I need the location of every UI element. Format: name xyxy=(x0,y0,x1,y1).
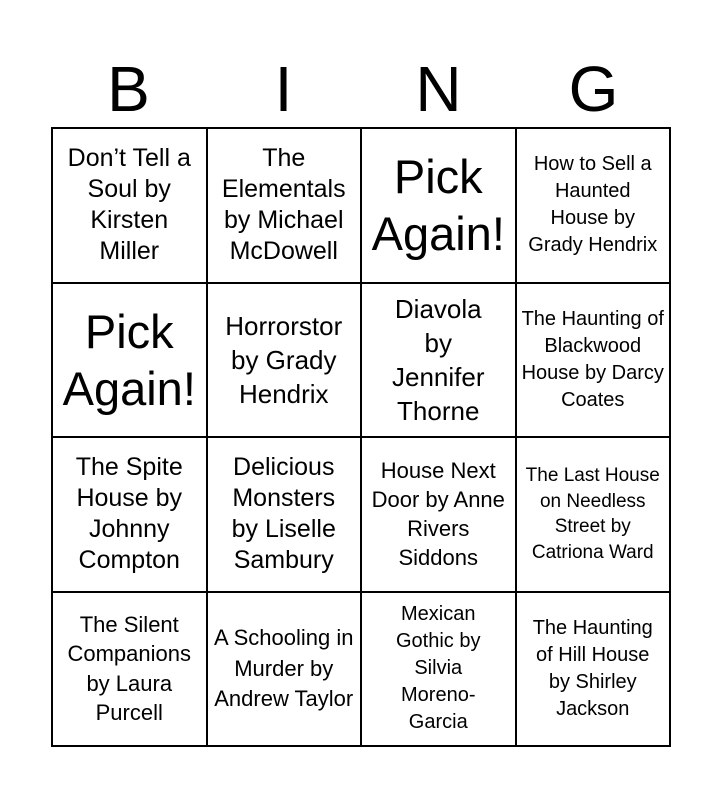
bingo-cell-r1c1[interactable] xyxy=(53,129,208,284)
cell-text: Delicious Monsters by Liselle Sambury xyxy=(231,453,336,575)
cell-text: House Next Door by Anne Rivers Siddons xyxy=(371,458,505,571)
bingo-cell-r2c2[interactable] xyxy=(208,284,363,439)
cell-text: A Schooling in Murder by Andrew Taylor xyxy=(214,625,354,711)
bingo-cell-r3c2[interactable] xyxy=(208,438,363,593)
bingo-cell-r2c3[interactable] xyxy=(362,284,517,439)
bingo-cell-r4c4[interactable] xyxy=(517,593,672,748)
cell-text: Don’t Tell a Soul by Kirsten Miller xyxy=(67,144,191,266)
header-letter-i: I xyxy=(274,53,293,125)
bingo-card-grid xyxy=(51,127,671,747)
cell-text: The Elementals by Michael McDowell xyxy=(221,144,346,266)
bingo-cell-r1c4[interactable] xyxy=(517,129,672,284)
cell-text: Pick Again! xyxy=(62,304,196,415)
bingo-header xyxy=(51,50,671,128)
bingo-cell-r4c2[interactable] xyxy=(208,593,363,748)
bingo-cell-r1c3[interactable] xyxy=(362,129,517,284)
cell-text: The Haunting of Blackwood House by Darcy Coates xyxy=(521,307,664,411)
cell-text: The Haunting of Hill House by Shirley Jackson xyxy=(532,616,653,720)
header-letter-n: N xyxy=(415,53,462,125)
cell-text: The Last House on Needless Street by Catriona Ward xyxy=(525,465,660,563)
bingo-cell-r1c2[interactable] xyxy=(208,129,363,284)
header-letter-g: G xyxy=(568,53,619,125)
cell-text: How to Sell a Haunted House by Grady Hendrix xyxy=(528,153,658,257)
bingo-cell-r3c1[interactable] xyxy=(53,438,208,593)
cell-text: Pick Again! xyxy=(371,150,505,261)
cell-text: Mexican Gothic by Silvia Moreno-Garcia xyxy=(396,603,481,734)
header-letter-b: B xyxy=(107,53,150,125)
bingo-cell-r4c3[interactable] xyxy=(362,593,517,748)
bingo-cell-r2c4[interactable] xyxy=(517,284,672,439)
cell-text: Horrorstor by Grady Hendrix xyxy=(225,310,343,409)
bingo-cell-r3c4[interactable] xyxy=(517,438,672,593)
cell-text: The Spite House by Johnny Compton xyxy=(75,453,183,575)
bingo-cell-r2c1[interactable] xyxy=(53,284,208,439)
bingo-cell-r4c1[interactable] xyxy=(53,593,208,748)
cell-text: The Silent Companions by Laura Purcell xyxy=(67,611,191,726)
bingo-cell-r3c3[interactable] xyxy=(362,438,517,593)
cell-text: Diavola by Jennifer Thorne xyxy=(392,293,485,426)
